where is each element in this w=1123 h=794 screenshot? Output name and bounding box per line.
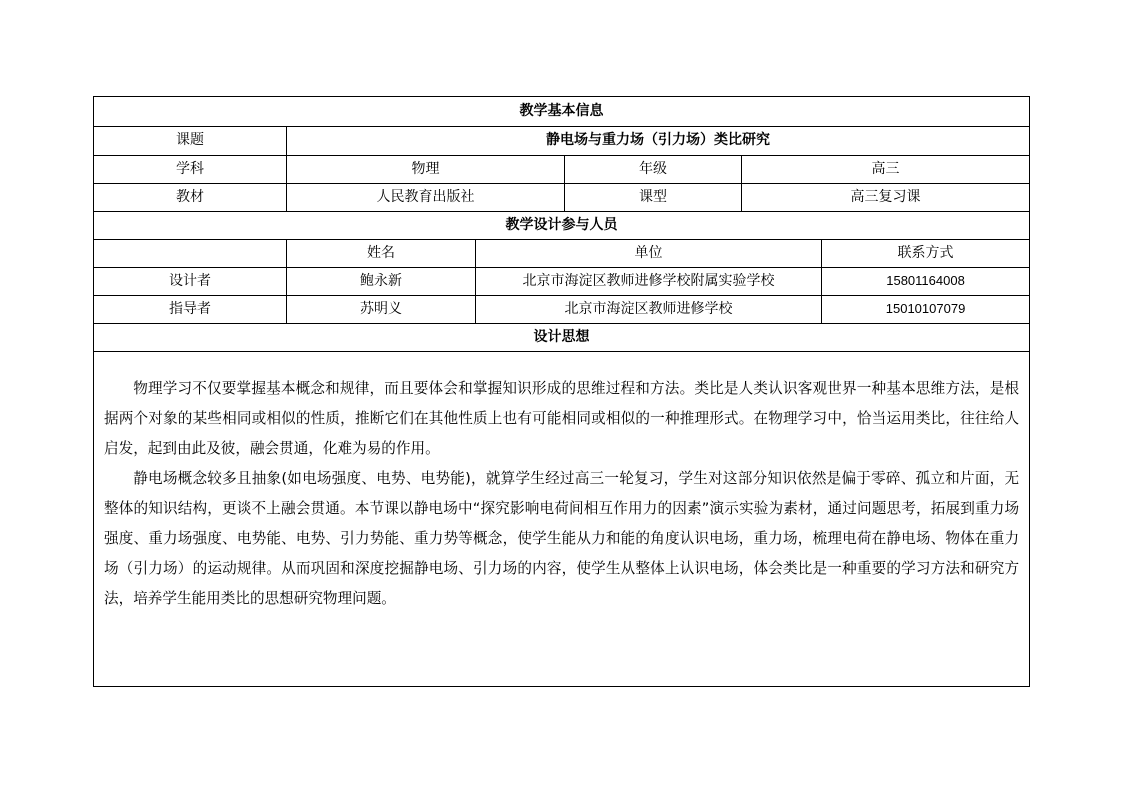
participants-header-unit: 单位 bbox=[476, 240, 822, 268]
subject-label: 学科 bbox=[94, 156, 287, 184]
participant-contact: 15010107079 bbox=[822, 296, 1030, 324]
participants-header-name: 姓名 bbox=[287, 240, 476, 268]
section-title-design-thought: 设计思想 bbox=[94, 324, 1030, 352]
lesson-type-value: 高三复习课 bbox=[742, 184, 1030, 212]
subject-value: 物理 bbox=[287, 156, 565, 184]
participant-name: 鲍永新 bbox=[287, 268, 476, 296]
participants-header-contact: 联系方式 bbox=[822, 240, 1030, 268]
grade-label: 年级 bbox=[565, 156, 742, 184]
participant-role: 设计者 bbox=[94, 268, 287, 296]
textbook-value: 人民教育出版社 bbox=[287, 184, 565, 212]
grade-value: 高三 bbox=[742, 156, 1030, 184]
lesson-type-label: 课型 bbox=[565, 184, 742, 212]
section-title-participants: 教学设计参与人员 bbox=[94, 212, 1030, 240]
lesson-plan-table bbox=[93, 96, 1030, 687]
section-title-basic-info: 教学基本信息 bbox=[94, 97, 1030, 127]
participant-unit: 北京市海淀区教师进修学校 bbox=[476, 296, 822, 324]
participant-name: 苏明义 bbox=[287, 296, 476, 324]
topic-value: 静电场与重力场（引力场）类比研究 bbox=[287, 127, 1030, 156]
participant-contact: 15801164008 bbox=[822, 268, 1030, 296]
participant-unit: 北京市海淀区教师进修学校附属实验学校 bbox=[476, 268, 822, 296]
design-paragraph: 物理学习不仅要掌握基本概念和规律，而且要体会和掌握知识形成的思维过程和方法。类比是人类认识客观世界一种基本思维方法，是根据两个对象的某些相同或相似的性质，推断它们在其他性质上也有可能相同或相似的一种推理形式。在物理学习中，恰当运用类比，往往给人启发，起到由此及彼，融会贯通，化难为易的作用。 bbox=[104, 380, 1020, 457]
design-thought-body bbox=[94, 352, 1030, 687]
participant-role: 指导者 bbox=[94, 296, 287, 324]
design-paragraph: 静电场概念较多且抽象(如电场强度、电势、电势能)，就算学生经过高三一轮复习，学生对这部分知识依然是偏于零碎、孤立和片面，无整体的知识结构，更谈不上融会贯通。本节课以静电场中“探究影响电荷间相互作用力的因素”演示实验为素材，通过问题思考，拓展到重力场强度、重力场强度、电势能、电势、引力势能、重力势等概念，使学生能从力和能的角度认识电场，重力场，梳理电荷在静电场、物体在重力场（引力场）的运动规律。从而巩固和深度挖掘静电场、引力场的内容，使学生从整体上认识电场，体会类比是一种重要的学习方法和研究方法，培养学生能用类比的思想研究物理问题。 bbox=[104, 470, 1020, 607]
textbook-label: 教材 bbox=[94, 184, 287, 212]
participants-header-empty bbox=[94, 240, 287, 268]
topic-label: 课题 bbox=[94, 127, 287, 156]
